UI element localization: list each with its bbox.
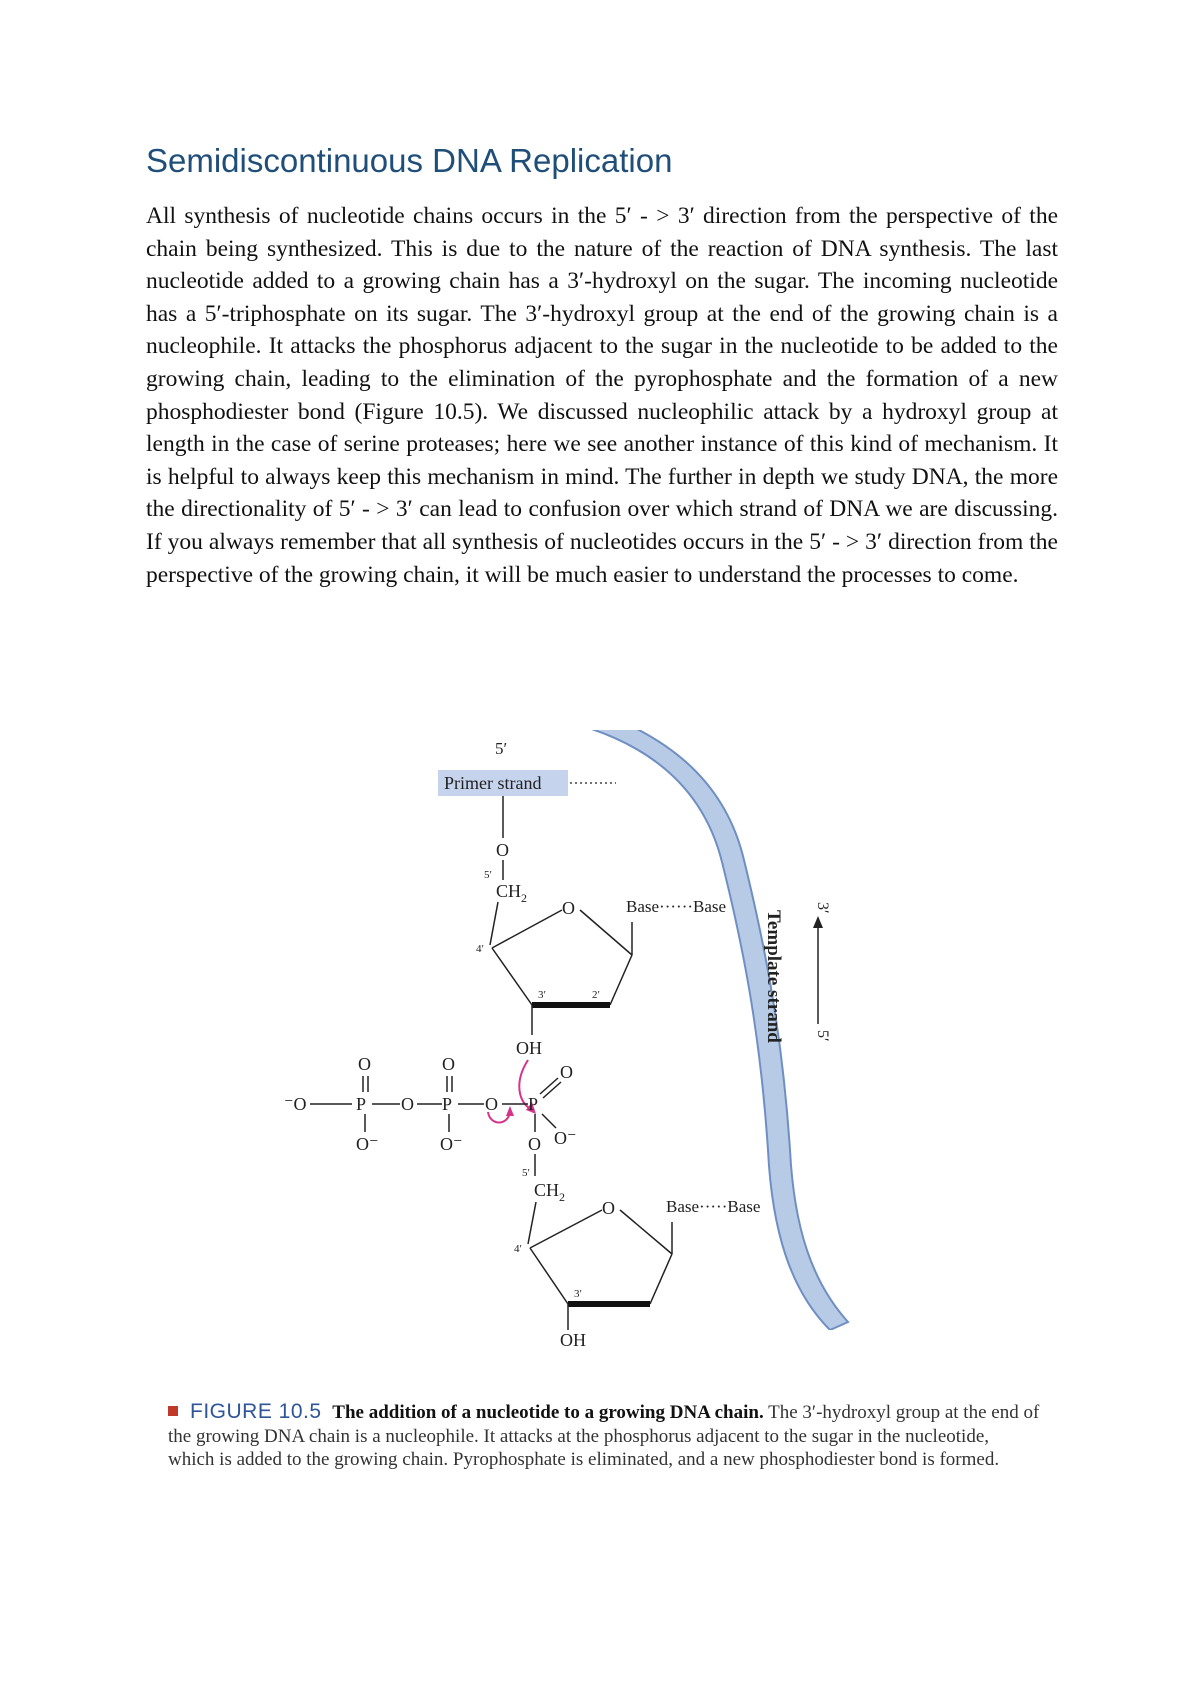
phosphate1-top-oxygen: O [358, 1054, 371, 1074]
sugar1-c4-o [492, 910, 562, 948]
sugar2-ch2-c4-bond [528, 1202, 536, 1244]
phosphate3-ester-oxygen: O [528, 1134, 541, 1154]
sugar2-3prime: 3′ [574, 1288, 582, 1300]
sugar1-ch2-c4-bond [490, 902, 498, 945]
sugar1-5prime: 5′ [484, 869, 492, 881]
section-heading: Semidiscontinuous DNA Replication [146, 142, 673, 179]
sugar1-c1-c2 [610, 955, 632, 1005]
primer-5prime-label: 5′ [495, 739, 508, 758]
phosphate3-double-o-bond-a [540, 1078, 558, 1094]
caption-figure-label: FIGURE 10.5 [190, 1400, 322, 1423]
phosphate1-p: P [356, 1094, 367, 1114]
phosphate3-o-minus: O⁻ [554, 1128, 577, 1148]
template-direction-arrowhead [813, 916, 823, 928]
template-5prime-label: 5′ [814, 1030, 831, 1042]
sugar2-o-c1 [620, 1210, 672, 1254]
sugar1-3prime: 3′ [538, 989, 546, 1001]
phosphate3-o-minus-bond [542, 1114, 556, 1128]
sugar2-ring-oxygen: O [602, 1198, 615, 1218]
template-strand-label: Template strand [763, 910, 784, 1043]
figure-10-5 [270, 730, 910, 1330]
sugar2-c4-o [530, 1210, 602, 1248]
body-paragraph: All synthesis of nucleotide chains occurs in the 5′ - > 3′ direction from the perspective of the chain being synthesized. This is due to the nature of the reaction of DNA synthesis. The last nucleotide added to a growing chain has a 3′-hydroxyl on the sugar. The incoming nucleotide has a 5′-triphosphate on its sugar. The 3′-hydroxyl group at the end of the growing chain is a nucleophile. It attacks the phosphorus adjacent to the sugar in the nucleotide to be added to the growing chain, leading to the elimination of the pyrophosphate and the formation of a new phosphodiester bond (Figure 10.5). We discussed nucleophilic attack by a hydroxyl group at length in the case of serine proteases; here we see another instance of this kind of mechanism. It is helpful to always keep this mechanism in mind. The further in depth we study DNA, the more the directionality of 5′ - > 3′ can lead to confusion over which strand of DNA we are discussing. If you always remember that all synthesis of nucleotides occurs in the 5′ - > 3′ direction from the perspective of the growing chain, it will be much easier to understand the processes to come. [146, 203, 1058, 588]
leaving-group-arrowhead [506, 1106, 514, 1116]
phosphate3-double-o-bond-b [543, 1082, 561, 1098]
sugar2-c4-c3 [530, 1248, 568, 1304]
bridge-oxygen-1: O [401, 1094, 414, 1114]
bridge-oxygen-2: O [485, 1094, 498, 1114]
sugar1-4prime: 4′ [476, 943, 484, 955]
phosphate2-p: P [442, 1094, 453, 1114]
template-3prime-label: 3′ [814, 902, 831, 914]
phosphate-terminal-o-minus: ⁻O [284, 1094, 307, 1114]
caption-bullet-square [168, 1406, 178, 1416]
template-strand-band [572, 730, 848, 1330]
sugar2-4prime: 4′ [514, 1243, 522, 1255]
sugar1-c4-c3 [492, 948, 532, 1005]
sugar2-ch2: $CH_2$ [534, 1180, 566, 1204]
sugar1-ring-oxygen: O [562, 898, 575, 918]
sugar1-ch2: $CH_2$ [496, 881, 528, 905]
caption-text: The 3′-hydroxyl group at the end of the growing DNA chain is a nucleophile. It attacks at the phosphorus adjacent to the sugar in the nucleotide, which is added to the growing chain. Pyrophosphate is eliminated, and a new phosphodiester bond is formed. [168, 1402, 1040, 1470]
phosphate2-bottom-o-minus: O⁻ [440, 1134, 463, 1154]
phosphate3-p: P [528, 1094, 539, 1114]
sugar2-5prime: 5′ [522, 1167, 530, 1179]
phosphate3-top-oxygen: O [560, 1062, 573, 1082]
sugar2-hydroxyl: OH [560, 1330, 586, 1350]
primer-oxygen: O [496, 840, 509, 860]
phosphate2-top-oxygen: O [442, 1054, 455, 1074]
sugar1-o-c1 [580, 910, 632, 955]
figure-caption [168, 1400, 1040, 1472]
sugar1-hydroxyl: OH [516, 1038, 542, 1058]
caption-title: The addition of a nucleotide to a growing DNA chain. [332, 1402, 764, 1423]
sugar1-2prime: 2′ [592, 989, 600, 1001]
base-pair-1: Base······Base [626, 897, 727, 916]
primer-strand-label: Primer strand [444, 773, 542, 793]
phosphate1-bottom-o-minus: O⁻ [356, 1134, 379, 1154]
base-pair-2: Base·····Base [666, 1197, 761, 1216]
sugar2-c1-c2 [650, 1254, 672, 1304]
nucleotide-addition-diagram [270, 730, 910, 1330]
